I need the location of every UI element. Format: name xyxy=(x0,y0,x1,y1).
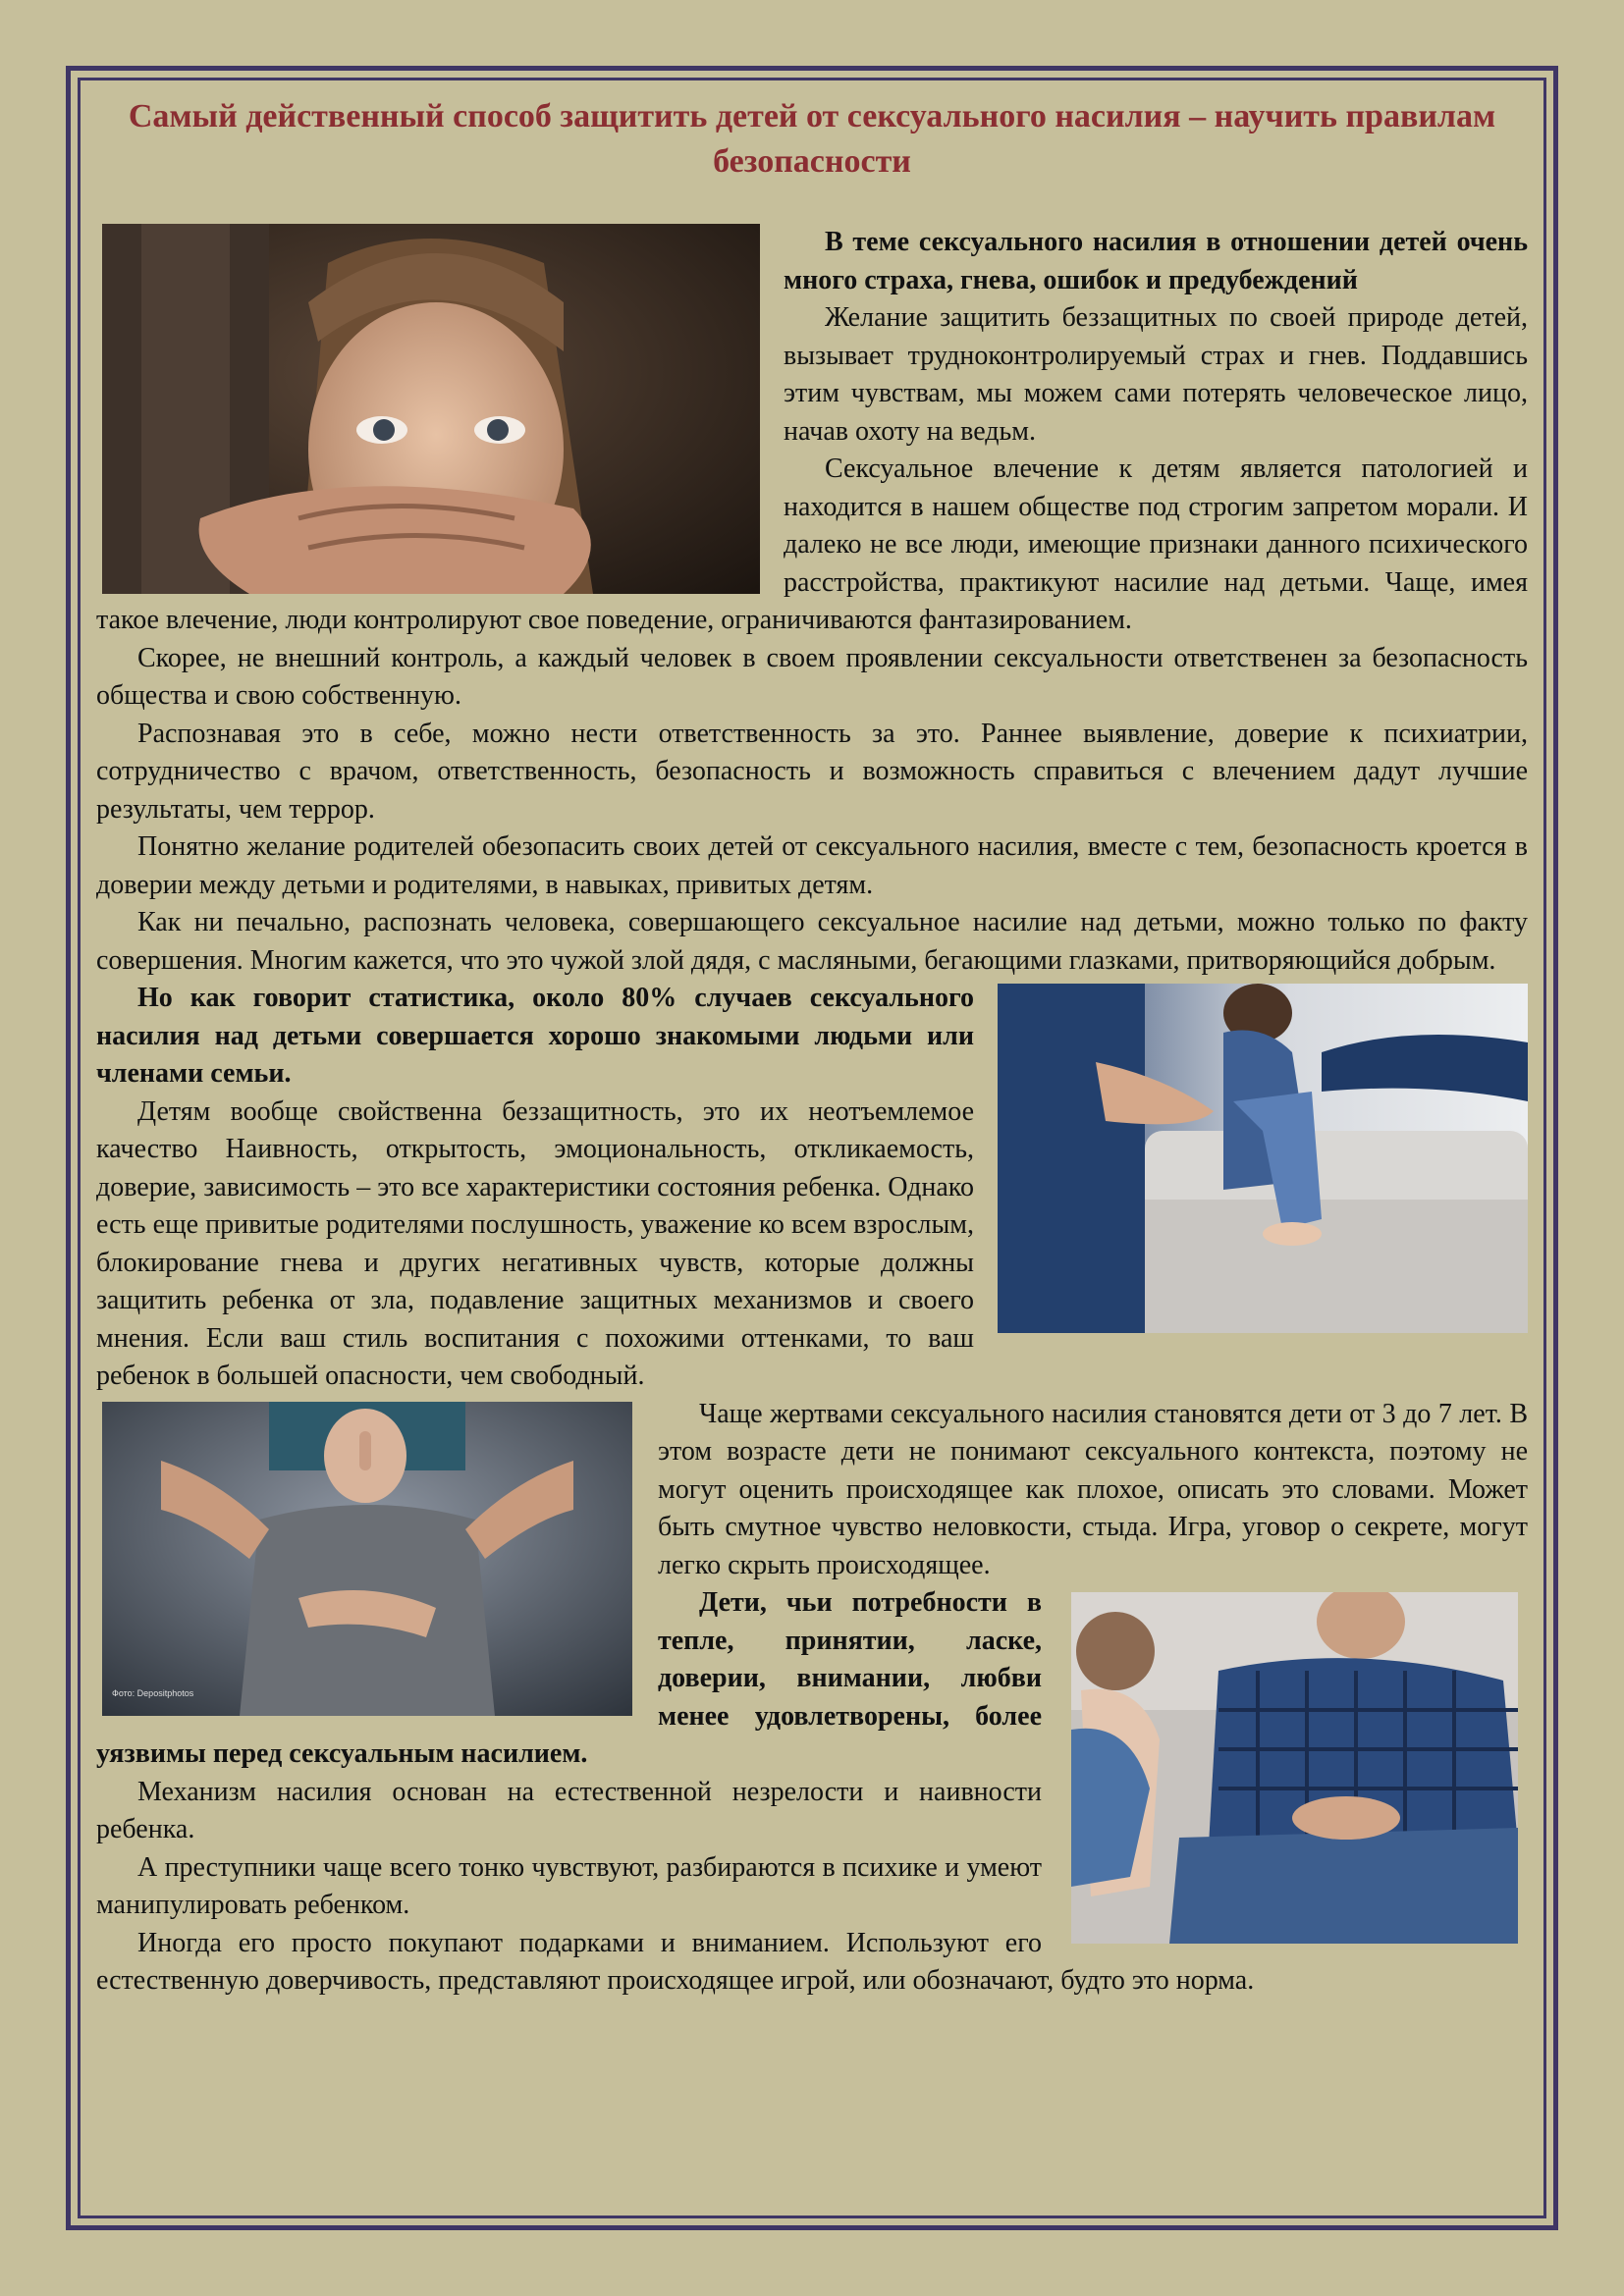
paragraph-intro: В теме сексуального насилия в отношении детей очень много страха, гнева, ошибок и предубеждений xyxy=(784,227,1528,295)
paragraph: А преступники чаще всего тонко чувствуют, разбираются в психике и умеют манипулировать ребенком. xyxy=(96,1851,1042,1920)
paragraph-needs: Дети, чьи потребности в тепле, принятии, ласке, доверии, внимании, любви менее удовлетворены, более уязвимы перед сексуальным насилием. xyxy=(96,1587,1042,1769)
child-and-man-photo xyxy=(1071,1592,1518,1944)
paragraph: Понятно желание родителей обезопасить своих детей от сексуального насилия, вместе с тем, безопасность кроется в доверии между детьми и родителями, в навыках, привитых детям. xyxy=(96,831,1528,900)
paragraph: Желание защитить беззащитных по своей природе детей, вызывает трудноконтролируемый страх и гнев. Поддавшись этим чувствам, мы можем сами потерять человеческое лицо, начав охоту на ведьм. xyxy=(784,302,1528,447)
paragraph: Чаще жертвами сексуального насилия становятся дети от 3 до 7 лет. В этом возрасте дети не понимают сексуального контекста, поэтому не могут оценить происходящее как плохое, описать это словами. Может быть смутное чувство неловкости, стыда. Игра, уговор о секрете, могут легко скрыть происходящее. xyxy=(658,1398,1528,1580)
page-title: Самый действенный способ защитить детей от сексуального насилия – научить правилам безопасности xyxy=(128,98,1496,180)
child-on-sofa-photo xyxy=(998,984,1528,1333)
child-shh-gesture-photo xyxy=(102,1402,632,1716)
paragraph: Детям вообще свойственна беззащитность, это их неотъемлемое качество Наивность, открытость, эмоциональность, откликаемость, доверие, зависимость – это все характеристики состояния ребенка. Однако есть еще привитые родителями послушность, уважение ко всем взрослым, блокирование гнева и других негативных чувств, которые должны защитить ребенка от зла, подавление защитных механизмов и своего мнения. Если ваш стиль воспитания с похожими оттенками, то ваш ребенок в большей опасности, чем свободный. xyxy=(96,1095,974,1391)
paragraph: Как ни печально, распознать человека, совершающего сексуальное насилие над детьми, можно только по факту совершения. Многим кажется, что это чужой злой дядя, с масляными, бегающими глазками, притворяющийся добрым. xyxy=(96,907,1528,976)
child-covered-mouth-photo xyxy=(102,224,760,594)
paragraph-statistics: Но как говорит статистика, около 80% случаев сексуального насилия над детьми совершается хорошо знакомыми людьми или членами семьи. xyxy=(96,983,974,1089)
paragraph: Механизм насилия основан на естественной незрелости и наивности ребенка. xyxy=(96,1776,1042,1844)
paragraph: Скорее, не внешний контроль, а каждый человек в своем проявлении сексуальности ответственен за безопасность общества и свою собственную. xyxy=(96,642,1528,711)
photo-watermark: Фото: Depositphotos xyxy=(112,1687,194,1698)
article xyxy=(96,94,1528,2001)
paragraph: Сексуальное влечение к детям является патологией и находится в нашем обществе под строгим запретом морали. И далеко не все люди, имеющие признаки данного психического расстройства, практикуют насилие над детьми. Чаще, имея такое влечение, люди контролируют свое поведение, ограничиваются фантазированием. xyxy=(96,454,1528,635)
paragraph: Распознавая это в себе, можно нести ответственность за это. Раннее выявление, доверие к психиатрии, сотрудничество с врачом, ответственность, безопасность и возможность справиться с влечением дадут лучшие результаты, чем террор. xyxy=(96,718,1528,825)
paragraph: Иногда его просто покупают подарками и вниманием. Используют его естественную доверчивость, представляют происходящее игрой, или обозначают, будто это норма. xyxy=(96,1927,1255,1996)
